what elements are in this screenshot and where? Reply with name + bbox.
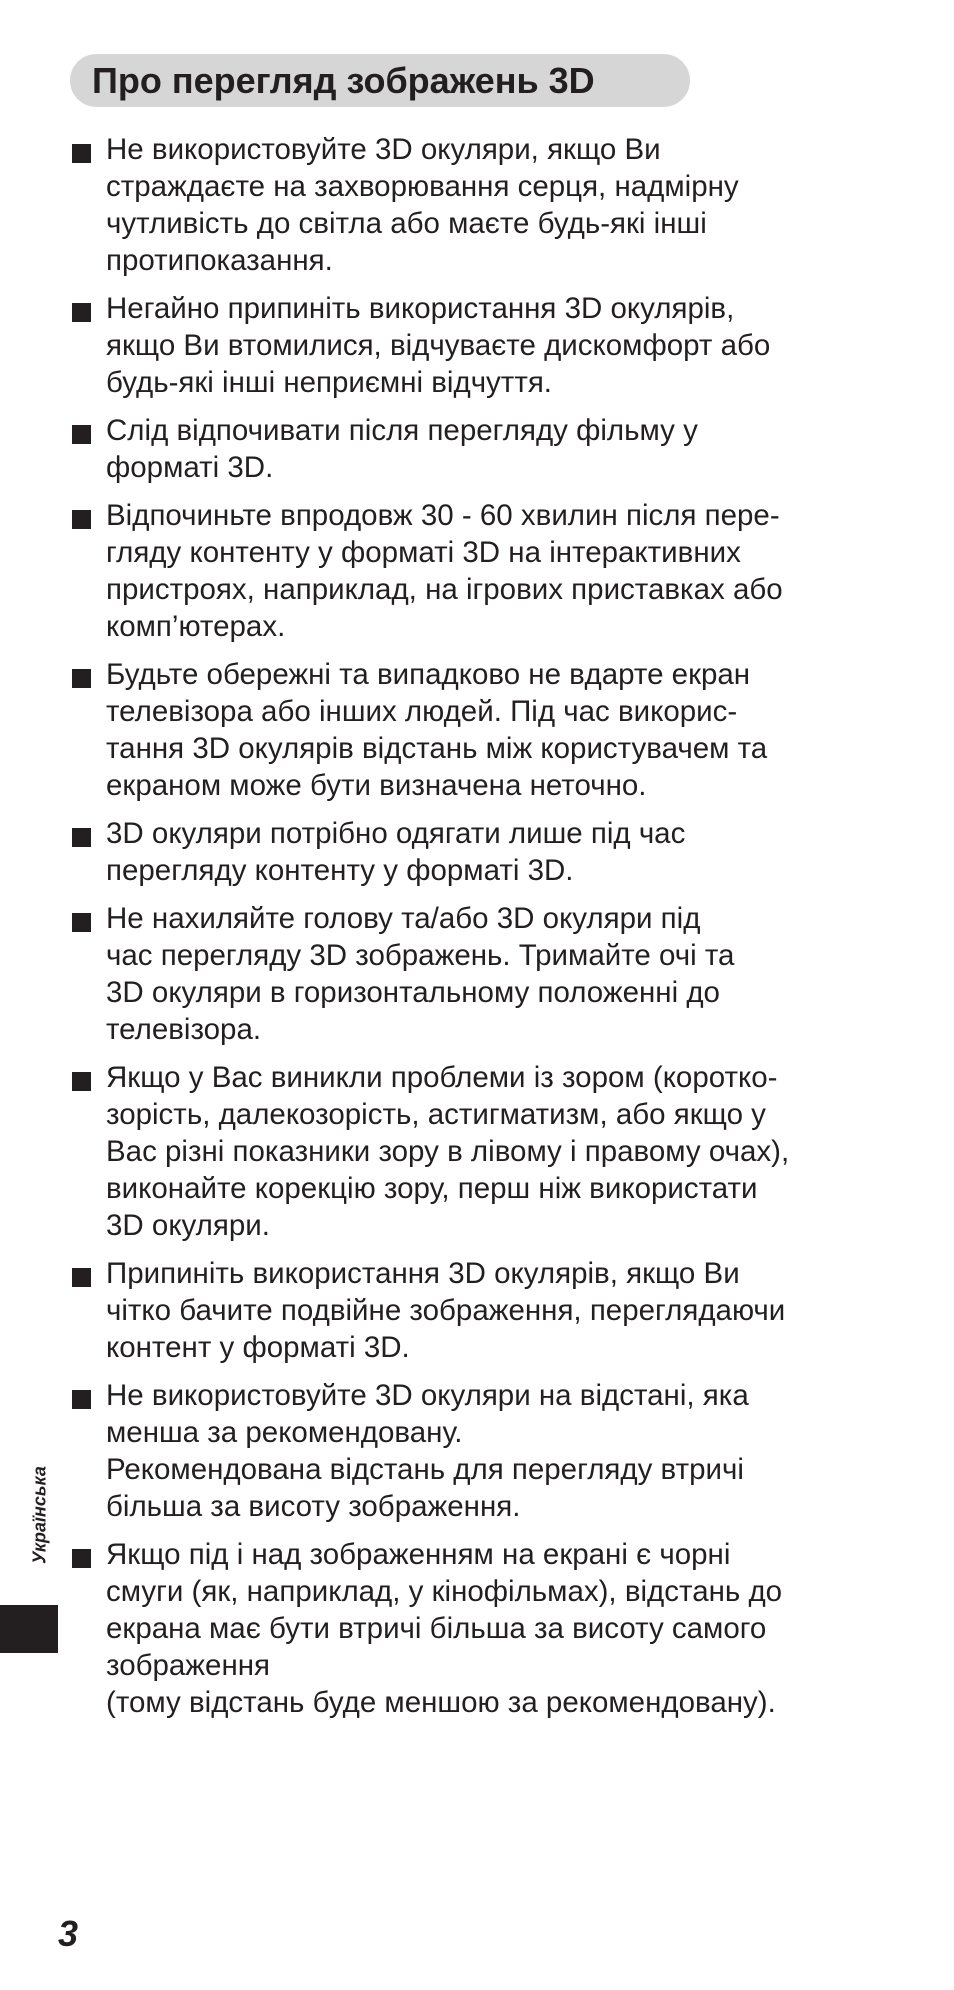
item-text-line: час перегляду 3D зображень. Тримайте очі та [106, 939, 735, 972]
item-text-line: Не нахиляйте голову та/або 3D окуляри під [106, 902, 701, 935]
square-bullet-icon [72, 1268, 91, 1287]
square-bullet-icon [72, 1549, 91, 1568]
list-item [72, 497, 872, 645]
list-item [72, 1255, 872, 1366]
list-item [72, 900, 872, 1048]
item-text-line: зображення [106, 1649, 271, 1682]
item-text-line: чітко бачите подвійне зображення, переглядаючи [106, 1294, 786, 1327]
item-text-line: 3D окуляри в горизонтальному положенні до [106, 976, 720, 1009]
item-text-line: екрана має бути втричі більша за висоту самого [106, 1612, 767, 1645]
item-text-line: Рекомендована відстань для перегляду втричі [106, 1453, 744, 1486]
section-title: Про перегляд зображень 3D [92, 59, 595, 101]
item-text-line: тання 3D окулярів відстань між користувачем та [106, 732, 768, 765]
item-text-line: виконайте корекцію зору, перш ніж використати [106, 1172, 758, 1205]
square-bullet-icon [72, 828, 91, 847]
item-text-line: будь-які інші неприємні відчуття. [106, 366, 553, 399]
square-bullet-icon [72, 510, 91, 529]
item-text-line: зорість, далекозорість, астигматизм, або якщо у [106, 1098, 766, 1131]
item-text-line: Якщо під і над зображенням на екрані є чорні [106, 1538, 731, 1571]
item-text-line: перегляду контенту у форматі 3D. [106, 854, 574, 887]
item-text-line: Не використовуйте 3D окуляри на відстані, яка [106, 1379, 749, 1412]
square-bullet-icon [72, 303, 91, 322]
item-text-line: телевізора. [106, 1013, 262, 1046]
language-label-text: Українська [29, 1466, 50, 1564]
list-item [72, 290, 872, 401]
item-text-line: Відпочиньте впродовж 30 - 60 хвилин після пере- [106, 499, 780, 532]
item-text-line: Не використовуйте 3D окуляри, якщо Ви [106, 133, 661, 166]
item-text-line: Припиніть використання 3D окулярів, якщо Ви [106, 1257, 740, 1290]
list-item [72, 1377, 872, 1525]
page-number: 3 [58, 1913, 79, 1954]
list-item [72, 656, 872, 804]
item-text-line: чутливість до світла або маєте будь-які інші [106, 207, 707, 240]
square-bullet-icon [72, 144, 91, 163]
item-text-line: менша за рекомендовану. [106, 1416, 463, 1449]
section-heading [70, 54, 690, 107]
item-text-line: 3D окуляри потрібно одягати лише під час [106, 817, 686, 850]
precautions-list [72, 131, 872, 1732]
item-text-line: якщо Ви втомилися, відчуваєте дискомфорт або [106, 329, 771, 362]
item-text-line: більша за висоту зображення. [106, 1490, 521, 1523]
list-item [72, 131, 872, 279]
square-bullet-icon [72, 913, 91, 932]
item-text-line: пристроях, наприклад, на ігрових приставках або [106, 573, 783, 606]
item-text-line: Якщо у Вас виникли проблеми із зором (коротко- [106, 1061, 778, 1094]
square-bullet-icon [72, 669, 91, 688]
item-text-line: смуги (як, наприклад, у кінофільмах), відстань до [106, 1575, 783, 1608]
list-item [72, 1059, 872, 1244]
item-text-line: протипоказання. [106, 244, 333, 277]
square-bullet-icon [72, 425, 91, 444]
list-item [72, 815, 872, 889]
item-text-line: (тому відстань буде меншою за рекомендовану). [106, 1686, 776, 1719]
item-text-line: 3D окуляри. [106, 1209, 270, 1242]
square-bullet-icon [72, 1072, 91, 1091]
item-text-line: форматі 3D. [106, 451, 274, 484]
item-text-line: Вас різні показники зору в лівому і правому очах), [106, 1135, 790, 1168]
item-text-line: гляду контенту у форматі 3D на інтерактивних [106, 536, 741, 569]
item-text-line: Слід відпочивати після перегляду фільму у [106, 414, 698, 447]
list-item [72, 412, 872, 486]
item-text-line: Будьте обережні та випадково не вдарте екран [106, 658, 751, 691]
item-text-line: страждаєте на захворювання серця, надмірну [106, 170, 739, 203]
square-bullet-icon [72, 1390, 91, 1409]
language-thumb-tab [0, 1605, 58, 1653]
item-text-line: Негайно припиніть використання 3D окулярів, [106, 292, 735, 325]
item-text-line: екраном може бути визначена неточно. [106, 769, 647, 802]
language-side-label [26, 1440, 54, 1590]
list-item [72, 1536, 872, 1721]
item-text-line: контент у форматі 3D. [106, 1331, 410, 1364]
item-text-line: комп’ютерах. [106, 610, 286, 643]
item-text-line: телевізора або інших людей. Під час викорис- [106, 695, 738, 728]
